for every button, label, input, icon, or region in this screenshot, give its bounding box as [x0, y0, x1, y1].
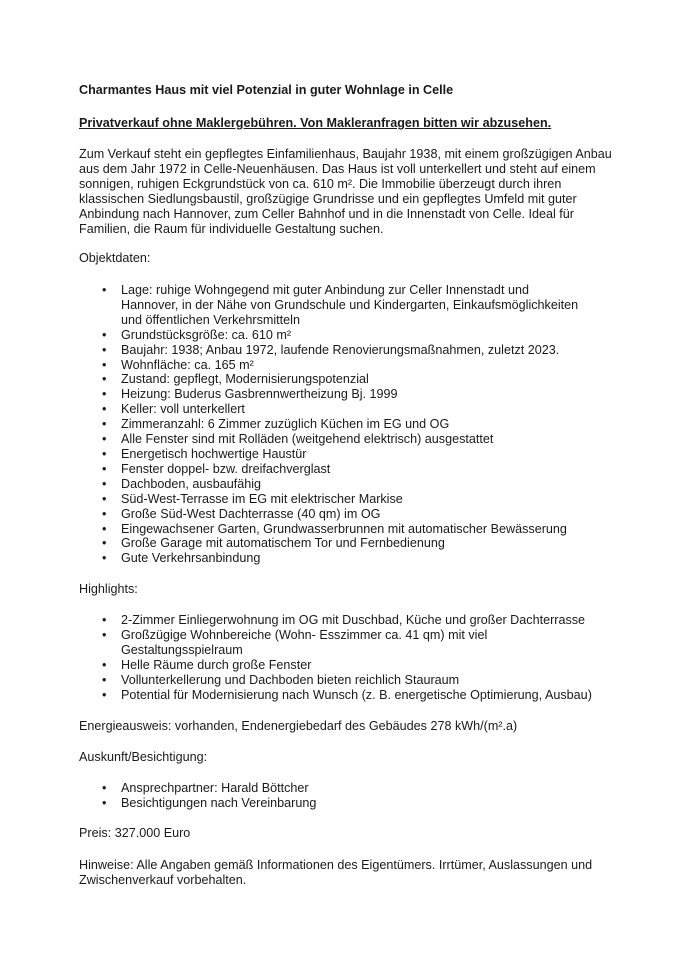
- list-item: • Große Süd-West Dachterrasse (40 qm) im OG: [121, 507, 661, 522]
- list-item: • 2-Zimmer Einliegerwohnung im OG mit Duschbad, Küche und großer Dachterrasse: [121, 613, 661, 628]
- list-item: • Potential für Modernisierung nach Wunsch (z. B. energetische Optimierung, Ausbau): [121, 688, 661, 703]
- list-item: • Ansprechpartner: Harald Böttcher: [121, 781, 661, 796]
- objektdaten-list: [79, 283, 661, 566]
- list-item: • Lage: ruhige Wohngegend mit guter Anbindung zur Celler Innenstadt und Hannover, in der Nähe von Grundschule und Kindergarten, Einkaufsmöglichkeiten und öffentlichen Verkehrsmitteln: [121, 283, 586, 328]
- intro-paragraph: Zum Verkauf steht ein gepflegtes Einfamilienhaus, Baujahr 1938, mit einem großzügigen Anbau aus dem Jahr 1972 in Celle-Neuenhäusen. Das Haus ist voll unterkellert und steht auf einem sonnigen, ruhigen Eckgrundstück von ca. 610 m². Die Immobilie überzeugt durch ihren klassischen Siedlungsbaustil, großzügige Grundrisse und ein gepflegtes Umfeld mit guter Anbindung nach Hannover, zum Celler Bahnhof und in die Innenstadt von Celle. Ideal für Familien, die Raum für individuelle Gestaltung suchen.: [79, 147, 612, 236]
- list-item: • Dachboden, ausbaufähig: [121, 477, 661, 492]
- highlights-heading: Highlights:: [79, 582, 138, 596]
- list-item: • Heizung: Buderus Gasbrennwertheizung Bj. 1999: [121, 387, 661, 402]
- hinweise: Hinweise: Alle Angaben gemäß Informationen des Eigentümers. Irrtümer, Auslassungen und Zwischenverkauf vorbehalten.: [79, 858, 593, 887]
- list-item: • Wohnfläche: ca. 165 m²: [121, 358, 661, 373]
- objektdaten-heading: Objektdaten:: [79, 251, 151, 265]
- list-item: • Grundstücksgröße: ca. 610 m²: [121, 328, 661, 343]
- highlights-list: [79, 613, 661, 702]
- auskunft-heading: Auskunft/Besichtigung:: [79, 750, 208, 764]
- price: Preis: 327.000 Euro: [79, 826, 191, 840]
- list-item: • Keller: voll unterkellert: [121, 402, 661, 417]
- document-title: Charmantes Haus mit viel Potenzial in guter Wohnlage in Celle: [79, 83, 454, 97]
- energieausweis: Energieausweis: vorhanden, Endenergiebedarf des Gebäudes 278 kWh/(m².a): [79, 719, 518, 733]
- list-item: • Süd-West-Terrasse im EG mit elektrischer Markise: [121, 492, 661, 507]
- document-subtitle: Privatverkauf ohne Maklergebühren. Von Makleranfragen bitten wir abzusehen.: [79, 116, 552, 130]
- auskunft-list: [79, 781, 661, 811]
- list-item: • Fenster doppel- bzw. dreifachverglast: [121, 462, 661, 477]
- list-item: • Zimmeranzahl: 6 Zimmer zuzüglich Küchen im EG und OG: [121, 417, 661, 432]
- list-item: • Energetisch hochwertige Haustür: [121, 447, 661, 462]
- list-item: • Baujahr: 1938; Anbau 1972, laufende Renovierungsmaßnahmen, zuletzt 2023.: [121, 343, 661, 358]
- list-item: • Große Garage mit automatischem Tor und Fernbedienung: [121, 536, 661, 551]
- list-item: • Eingewachsener Garten, Grundwasserbrunnen mit automatischer Bewässerung: [121, 522, 661, 537]
- list-item: • Großzügige Wohnbereiche (Wohn- Esszimmer ca. 41 qm) mit viel Gestaltungsspielraum: [121, 628, 521, 658]
- list-item: • Zustand: gepflegt, Modernisierungspotenzial: [121, 372, 661, 387]
- list-item: • Besichtigungen nach Vereinbarung: [121, 796, 661, 811]
- list-item: • Alle Fenster sind mit Rolläden (weitgehend elektrisch) ausgestattet: [121, 432, 661, 447]
- list-item: • Gute Verkehrsanbindung: [121, 551, 661, 566]
- list-item: • Helle Räume durch große Fenster: [121, 658, 661, 673]
- list-item: • Vollunterkellerung und Dachboden bieten reichlich Stauraum: [121, 673, 661, 688]
